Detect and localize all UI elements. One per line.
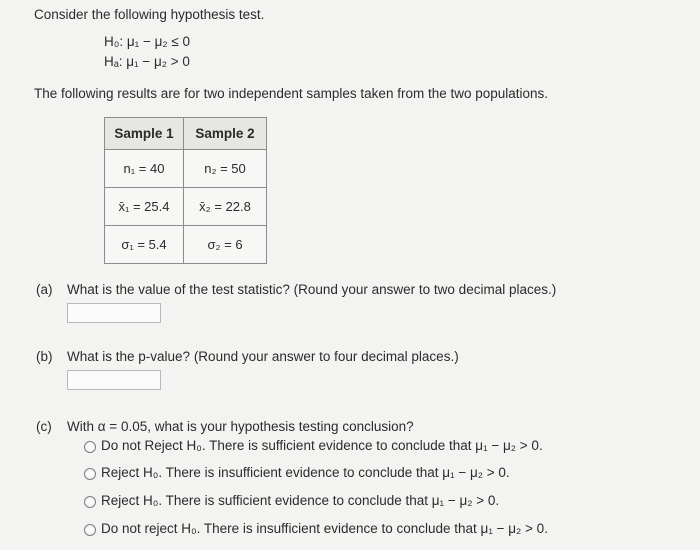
part-b-question: What is the p-value? (Round your answer to four decimal places.) [67,349,459,364]
table-cell-xbar1: x̄₁ = 25.4 [105,188,184,226]
option-4-label[interactable]: Do not reject H₀. There is insufficient evidence to conclude that μ₁ − μ₂ > 0. [101,521,548,536]
table-cell-sigma1: σ₁ = 5.4 [105,226,184,264]
table-cell-xbar2: x̄₂ = 22.8 [184,188,267,226]
option-1-radio[interactable] [84,441,96,453]
part-c-question: With α = 0.05, what is your hypothesis testing conclusion? [67,419,414,434]
option-1-label[interactable]: Do not Reject H₀. There is sufficient evidence to conclude that μ₁ − μ₂ > 0. [101,438,543,453]
table-cell-n2: n₂ = 50 [184,150,267,188]
table-header-sample2: Sample 2 [184,118,267,150]
table-header-sample1: Sample 1 [105,118,184,150]
table-cell-n1: n₁ = 40 [105,150,184,188]
option-3-label[interactable]: Reject H₀. There is sufficient evidence to conclude that μ₁ − μ₂ > 0. [101,493,500,508]
samples-intro-text: The following results are for two independent samples taken from the two populations. [34,86,549,101]
samples-table [104,117,267,264]
intro-text: Consider the following hypothesis test. [34,7,265,22]
p-value-input[interactable] [67,370,161,390]
option-3-radio[interactable] [84,496,96,508]
test-statistic-input[interactable] [67,303,161,323]
option-2-label[interactable]: Reject H₀. There is insufficient evidence to conclude that μ₁ − μ₂ > 0. [101,465,510,480]
option-4-radio[interactable] [84,524,96,536]
option-2-radio[interactable] [84,468,96,480]
table-cell-sigma2: σ₂ = 6 [184,226,267,264]
alternative-hypothesis: Hₐ: μ₁ − μ₂ > 0 [104,54,190,69]
null-hypothesis: H₀: μ₁ − μ₂ ≤ 0 [104,34,191,49]
part-b-label: (b) [36,349,53,364]
table-row [105,226,267,264]
part-c-label: (c) [36,419,52,434]
part-a-question: What is the value of the test statistic? (Round your answer to two decimal places.) [67,282,557,297]
part-a-label: (a) [36,282,53,297]
table-row [105,150,267,188]
table-row [105,188,267,226]
